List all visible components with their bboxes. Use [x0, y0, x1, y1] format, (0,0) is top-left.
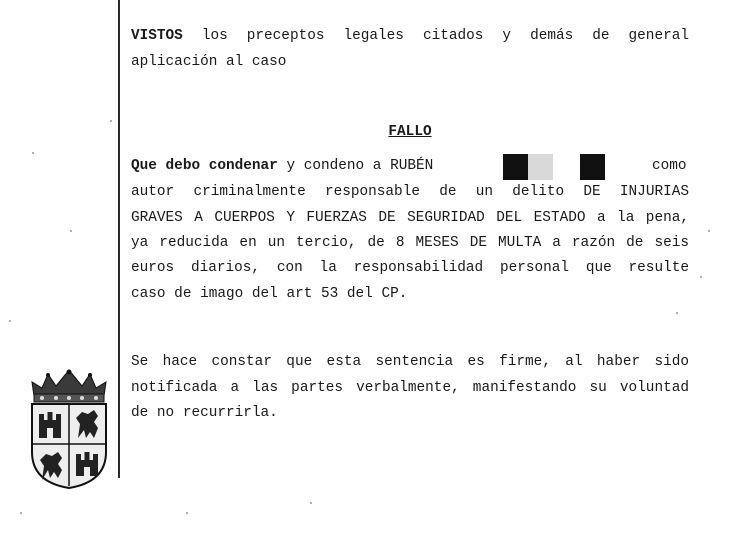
scan-speck — [310, 502, 312, 504]
paragraph-vistos-line-2: aplicación al caso — [131, 54, 287, 70]
fallo-line-6: caso de imago del art 53 del CP. — [131, 286, 408, 302]
coat-of-arms-seal — [28, 368, 110, 490]
firmeza-line-2: notificada a las partes verbalmente, manifestando su voluntad — [131, 380, 689, 396]
margin-rule — [118, 0, 120, 478]
fallo-heading: FALLO — [388, 124, 432, 140]
firmeza-line-1: Se hace constar que esta sentencia es firme, al haber sido — [131, 354, 689, 370]
vistos-text: los preceptos legales citados y demás de general — [201, 28, 689, 44]
vistos-lead: VISTOS — [131, 28, 183, 44]
scan-speck — [708, 230, 710, 232]
redaction-block — [503, 154, 528, 180]
paragraph-vistos-line-1 — [131, 28, 689, 45]
fallo-line-4: ya reducida en un tercio, de 8 MESES DE MULTA a razón de seis — [131, 235, 689, 251]
scan-speck — [700, 276, 702, 278]
fallo-line-3: GRAVES A CUERPOS Y FUERZAS DE SEGURIDAD DEL ESTADO a la pena, — [131, 210, 689, 226]
condemn-text: y condeno a RUBÉN — [286, 158, 434, 174]
scan-speck — [20, 512, 22, 514]
redaction-block — [580, 154, 605, 180]
scan-speck — [32, 152, 34, 154]
scan-speck — [186, 512, 188, 514]
fallo-line-1-end: como — [652, 158, 687, 174]
redaction-block — [528, 154, 553, 180]
scan-speck — [110, 120, 112, 122]
scan-speck — [70, 230, 72, 232]
scan-speck — [9, 320, 11, 322]
scan-speck — [676, 312, 678, 314]
condemn-lead: Que debo condenar — [131, 158, 278, 174]
fallo-line-2: autor criminalmente responsable de un delito DE INJURIAS — [131, 184, 689, 200]
fallo-line-5: euros diarios, con la responsabilidad personal que resulte — [131, 260, 689, 276]
fallo-line-1 — [131, 158, 491, 175]
firmeza-line-3: de no recurrirla. — [131, 405, 278, 421]
